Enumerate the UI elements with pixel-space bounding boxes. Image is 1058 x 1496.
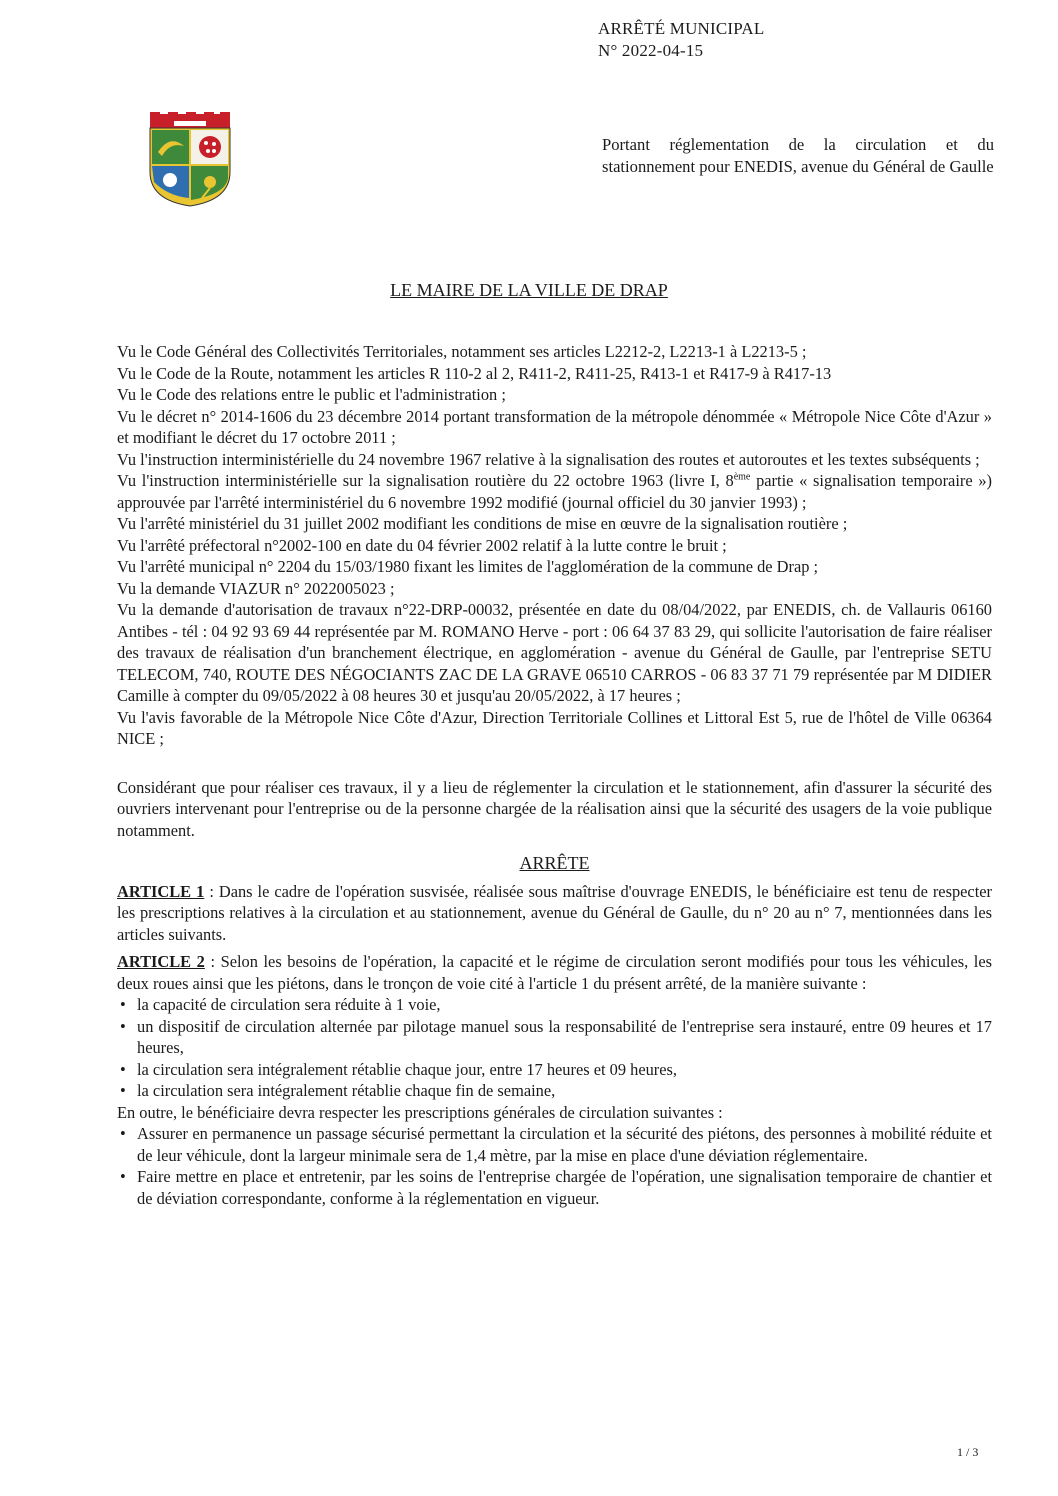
article-1-label: ARTICLE 1 [117, 881, 205, 901]
mayor-heading: LE MAIRE DE LA VILLE DE DRAP [390, 280, 668, 300]
list-item: • la circulation sera intégralement rétablie chaque jour, entre 17 heures et 09 heures, [117, 1059, 992, 1081]
visa-item: Vu la demande d'autorisation de travaux n°22-DRP-00032, présentée en date du 08/04/2022, par ENEDIS, ch. de Vallauris 06160 Antibes - tél : 04 92 93 69 44 représentée par M. ROMANO Herve - port : 06 64 37 83 29, qui sollicite l'autorisation de faire réaliser des travaux de réalisation d'un branchement électrique, en agglomération - avenue du Général de Gaulle, par l'entreprise SETU TELECOM, 740, ROUTE DES NÉGOCIANTS ZAC DE LA GRAVE 06510 CARROS - 06 83 37 71 79 représentée par M DIDIER Camille à compter du 09/05/2022 à 08 heures 30 et jusqu'au 20/05/2022, à 17 heures ; [117, 600, 992, 705]
considerant-paragraph: Considérant que pour réaliser ces travaux, il y a lieu de réglementer la circulation et le stationnement, afin d'assurer la sécurité des ouvriers intervenant pour l'entreprise ou de la personne chargée de la réalisation ainsi que la sécurité des usagers de la voie publique notamment. [117, 777, 992, 840]
list-item: • la capacité de circulation sera réduite à 1 voie, [117, 994, 992, 1016]
visa-instruction-before: Vu l'instruction interministérielle sur la signalisation routière du 22 octobre 1963 (livre I, 8 [117, 471, 734, 490]
article-1 [117, 881, 992, 946]
decree-title: ARRÊTÉ MUNICIPAL [598, 19, 765, 38]
visa-item: Vu le Code des relations entre le public et l'administration ; [117, 385, 506, 404]
page-number: 1 / 3 [957, 1445, 979, 1459]
list-item: • un dispositif de circulation alternée par pilotage manuel sous la responsabilité de l'entreprise sera instauré, entre 09 heures et 17 heures, [117, 1016, 992, 1059]
visa-item: Vu l'instruction interministérielle du 24 novembre 1967 relative à la signalisation des routes et autoroutes et les textes subséquents ; [117, 449, 980, 469]
visa-instruction-sup: ème [733, 471, 751, 483]
visa-item-instruction [117, 470, 992, 513]
visa-item: Vu l'arrêté municipal n° 2204 du 15/03/1980 fixant les limites de l'agglomération de la commune de Drap ; [117, 557, 819, 576]
list-item: • la circulation sera intégralement rétablie chaque fin de semaine, [117, 1080, 992, 1102]
article-2 [117, 951, 992, 994]
article-2-label: ARTICLE 2 [117, 952, 205, 971]
article-2-text: : Selon les besoins de l'opération, la capacité et le régime de circulation seront modifiés pour tous les véhicules, les deux roues ainsi que les piétons, dans le tronçon de voie cité à l'article 1 du présent arrêté, de la manière suivante : [117, 952, 992, 993]
article-2-bullets [117, 994, 992, 1102]
decree-body [117, 341, 992, 1209]
article-1-text: : Dans le cadre de l'opération susvisée, réalisée sous maîtrise d'ouvrage ENEDIS, le bénéficiaire est tenu de respecter les prescriptions relatives à la circulation et au stationnement, avenue du Général de Gaulle, du n° 20 au n° 7, mentionnées dans les articles suivants. [117, 881, 992, 944]
visa-item: Vu le décret n° 2014-1606 du 23 décembre 2014 portant transformation de la métropole dénommée « Métropole Nice Côte d'Azur » et modifiant le décret du 17 octobre 2011 ; [117, 406, 992, 447]
decree-header [598, 18, 764, 62]
visa-instruction-after: partie « signalisation temporaire ») approuvée par l'arrêté interministériel du 6 novembre 1992 modifié (journal officiel du 30 janvier 1993) ; [117, 471, 992, 512]
visa-item: Vu l'arrêté préfectoral n°2002-100 en date du 04 février 2002 relatif à la lutte contre le bruit ; [117, 535, 727, 555]
visa-item: Vu le Code de la Route, notamment les articles R 110-2 al 2, R411-2, R411-25, R413-1 et R417-9 à R417-13 [117, 363, 832, 383]
visa-item: Vu la demande VIAZUR n° 2022005023 ; [117, 578, 395, 598]
decree-subject: Portant réglementation de la circulation et du stationnement pour ENEDIS, avenue du Général de Gaulle [602, 135, 994, 176]
arrete-heading: ARRÊTE [519, 853, 590, 873]
list-item: • Assurer en permanence un passage sécurisé permettant la circulation et la sécurité des piétons, des personnes à mobilité réduite et de leur véhicule, dont la largeur minimale sera de 1,4 mètre, par la mise en place d'une déviation réglementaire. [117, 1123, 992, 1166]
town-crest-icon [140, 112, 240, 208]
general-prescriptions-intro: En outre, le bénéficiaire devra respecter les prescriptions générales de circulation suivantes : [117, 1102, 723, 1122]
visa-item: Vu l'arrêté ministériel du 31 juillet 2002 modifiant les conditions de mise en œuvre de la signalisation routière ; [117, 514, 848, 533]
visa-item: Vu le Code Général des Collectivités Territoriales, notamment ses articles L2212-2, L2213-1 à L2213-5 ; [117, 342, 807, 361]
list-item: • Faire mettre en place et entretenir, par les soins de l'entreprise chargée de l'opération, une signalisation temporaire de chantier et de déviation correspondante, conforme à la réglementation en vigueur. [117, 1166, 992, 1209]
general-prescriptions-bullets [117, 1123, 992, 1209]
visa-item: Vu l'avis favorable de la Métropole Nice Côte d'Azur, Direction Territoriale Collines et Littoral Est 5, rue de l'hôtel de Ville 06364 NICE ; [117, 707, 992, 748]
decree-number: N° 2022-04-15 [598, 41, 704, 60]
